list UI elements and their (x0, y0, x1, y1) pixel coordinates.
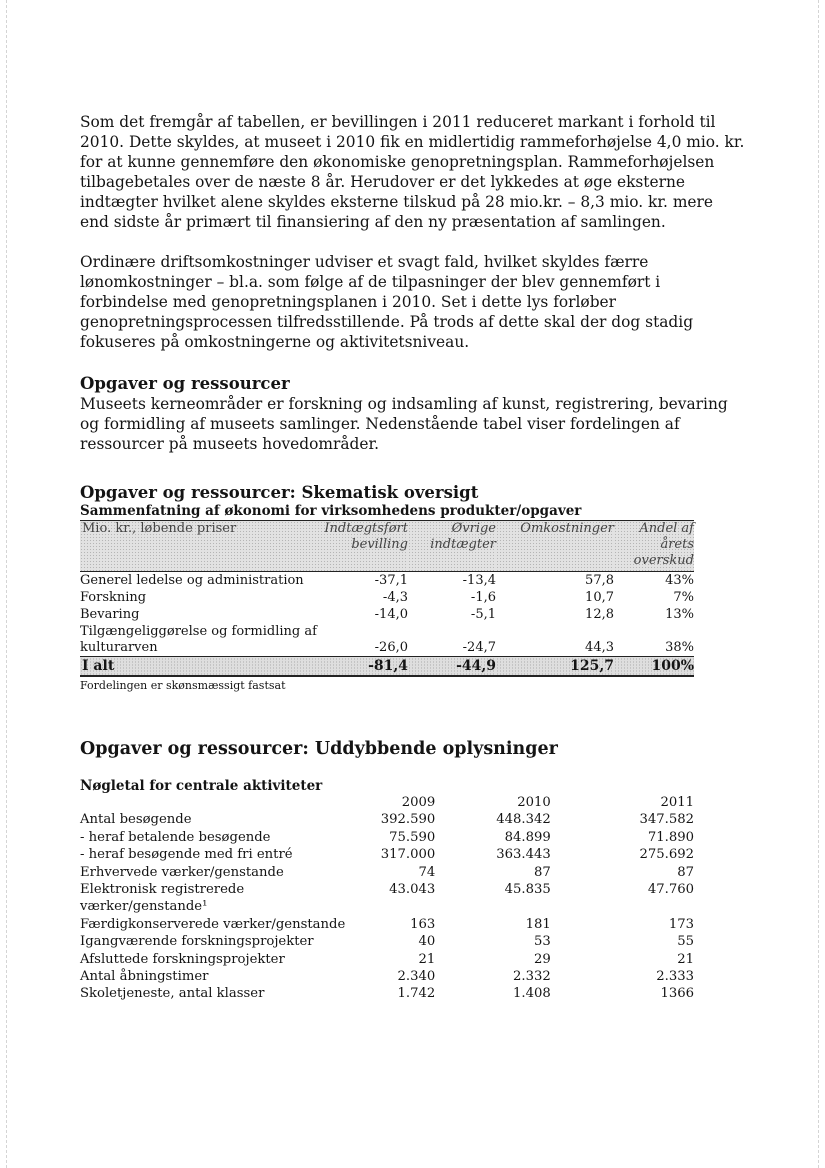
cell-value: 173 (668, 916, 694, 932)
cell-value: 1.742 (397, 986, 436, 1002)
cell-value: 84.899 (504, 829, 551, 845)
cell-value: 29 (533, 951, 551, 967)
column-header-year: 2009 (401, 795, 436, 810)
column-header-appropriation: Indtægtsført bevilling (320, 521, 408, 572)
cell-value: 1.408 (512, 986, 551, 1002)
cell-value: -24,7 (462, 640, 496, 655)
column-header-surplus-share: Andel af årets overskud (614, 521, 694, 572)
row-label: Afsluttede forskningsprojekter (80, 951, 285, 967)
row-label: Færdigkonserverede værker/genstande (80, 916, 346, 932)
cell-value: 2.340 (397, 969, 436, 985)
cell-value: 53 (533, 934, 551, 950)
overview-table (80, 521, 694, 677)
row-label: - heraf besøgende med fri entré (80, 847, 293, 863)
cell-value: 163 (410, 916, 436, 932)
table-footnote: Fordelingen er skønsmæssigt fastsat (80, 679, 286, 692)
overview-table-header-row (80, 521, 694, 572)
row-label: Antal åbningstimer (80, 969, 209, 985)
column-header-year: 2011 (660, 795, 694, 810)
table-row (80, 829, 694, 846)
cell-value: 43% (665, 573, 694, 588)
table-row (80, 589, 694, 606)
row-label: Elektronisk registrerede værker/genstande¹ (80, 882, 245, 915)
total-value: 100% (614, 657, 694, 677)
cell-value: 87 (533, 864, 551, 880)
row-label: Forskning (80, 590, 147, 605)
overview-table-subtitle: Sammenfatning af økonomi for virksomhedens produkter/opgaver (80, 503, 694, 521)
row-label: Igangværende forskningsprojekter (80, 934, 314, 950)
row-label: Skoletjeneste, antal klasser (80, 986, 265, 1002)
row-label: Antal besøgende (80, 812, 192, 828)
cell-value: 44,3 (585, 640, 614, 655)
page-edge-right (818, 0, 819, 1168)
table-row (80, 846, 694, 863)
row-label: Tilgængeliggørelse og formidling af kulturarven (80, 624, 317, 655)
total-value: 125,7 (496, 657, 614, 677)
table-row (80, 881, 694, 916)
table-row (80, 968, 694, 985)
cell-value: 275.692 (639, 847, 694, 863)
cell-value: 7% (673, 590, 694, 605)
body-text (80, 112, 745, 454)
cell-value: 2.333 (656, 969, 694, 985)
cell-value: -1,6 (470, 590, 496, 605)
paragraph-budget: Som det fremgår af tabellen, er bevillingen i 2011 reduceret markant i forhold til 2010. Dette skyldes, at museet i 2010 fik en midlertidig rammeforhøjelse 4,0 mio. kr. for at kunne gennemføre den økonomiske genopretningsplan. Rammeforhøjelsen tilbagebetales over de næste 8 år. Herudover er det lykkedes at øge eksterne indtægter hvilket alene skyldes eksterne tilskud på 28 mio.kr. – 8,3 mio. kr. mere end sidste år primært til finansiering af den ny præsentation af samlingen. (80, 113, 745, 231)
cell-value: -37,1 (374, 573, 408, 588)
cell-value: 75.590 (389, 829, 436, 845)
cell-value: 47.760 (647, 882, 694, 898)
key-figures-table (80, 794, 694, 1003)
total-label: I alt (80, 657, 320, 677)
table-row (80, 933, 694, 950)
cell-value: -13,4 (462, 573, 496, 588)
column-header-year: 2010 (517, 795, 551, 810)
table-row (80, 985, 694, 1002)
table-total-row (80, 657, 694, 677)
overview-table-block (80, 483, 694, 693)
column-header-empty (80, 794, 346, 811)
cell-value: 13% (665, 607, 694, 622)
cell-value: 45.835 (504, 882, 551, 898)
key-figures-header-row (80, 794, 694, 811)
cell-value: 392.590 (380, 812, 436, 828)
cell-value: 12,8 (585, 607, 614, 622)
cell-value: 21 (418, 951, 436, 967)
cell-value: 71.890 (647, 829, 694, 845)
cell-value: 38% (665, 640, 694, 655)
cell-value: 40 (418, 934, 436, 950)
column-header-price-basis: Mio. kr., løbende priser (80, 521, 320, 572)
cell-value: 181 (525, 916, 551, 932)
cell-value: 55 (677, 934, 694, 950)
table-row (80, 951, 694, 968)
cell-value: 317.000 (380, 847, 436, 863)
details-block (80, 738, 694, 1003)
paragraph-operating-costs: Ordinære driftsomkostninger udviser et svagt fald, hvilket skyldes færre lønomkostninger – bl.a. som følge af de tilpasninger der blev gennemført i forbindelse med genopretningsplanen i 2010. Set i dette lys forløber genopretningsprocessen tilfredsstillende. På trods af dette skal der dog stadig fokuseres på omkostningerne og aktivitetsniveau. (80, 253, 694, 351)
table-row (80, 572, 694, 590)
cell-value: 74 (418, 864, 436, 880)
cell-value: 21 (677, 951, 694, 967)
row-label: Bevaring (80, 607, 140, 622)
row-label: Generel ledelse og administration (80, 573, 304, 588)
page-edge-left (6, 0, 7, 1168)
column-header-costs: Omkostninger (496, 521, 614, 572)
details-title: Opgaver og ressourcer: Uddybbende oplysninger (80, 739, 558, 759)
cell-value: 347.582 (639, 812, 694, 828)
cell-value: -14,0 (374, 607, 408, 622)
cell-value: 43.043 (389, 882, 436, 898)
cell-value: -26,0 (374, 640, 408, 655)
cell-value: 448.342 (496, 812, 551, 828)
row-label: Erhvervede værker/genstande (80, 864, 284, 880)
details-subtitle: Nøgletal for centrale aktiviteter (80, 778, 323, 794)
total-value: -81,4 (320, 657, 408, 677)
table-row (80, 606, 694, 623)
paragraph-core-areas: Museets kerneområder er forskning og indsamling af kunst, registrering, bevaring og formidling af museets samlinger. Nedenstående tabel viser fordelingen af ressourcer på museets hovedområder. (80, 395, 728, 453)
cell-value: 2.332 (512, 969, 551, 985)
cell-value: 1366 (660, 986, 694, 1002)
overview-table-title: Opgaver og ressourcer: Skematisk oversigt (80, 483, 479, 502)
cell-value: -5,1 (470, 607, 496, 622)
cell-value: 363.443 (496, 847, 551, 863)
column-header-other-income: Øvrige indtægter (408, 521, 496, 572)
table-row (80, 811, 694, 828)
cell-value: 57,8 (585, 573, 614, 588)
section-heading-tasks: Opgaver og ressourcer (80, 374, 290, 393)
total-value: -44,9 (408, 657, 496, 677)
cell-value: 87 (677, 864, 694, 880)
cell-value: -4,3 (382, 590, 408, 605)
table-row (80, 864, 694, 881)
table-row (80, 623, 694, 657)
cell-value: 10,7 (585, 590, 614, 605)
table-row (80, 916, 694, 933)
row-label: - heraf betalende besøgende (80, 829, 271, 845)
